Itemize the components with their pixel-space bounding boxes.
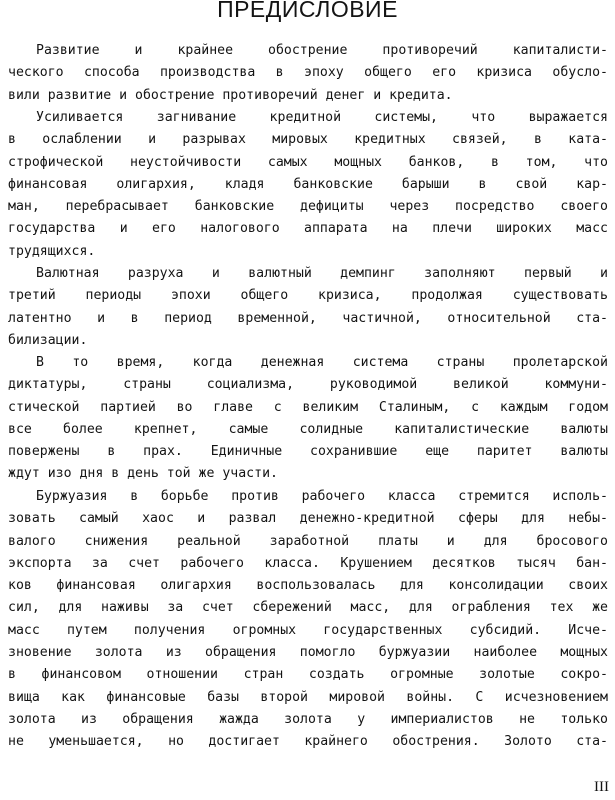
paragraph-line: масс путем получения огромных государственных субсидий. Исче- [8, 622, 608, 638]
paragraph-line: ман, перебрасывает банковские дефициты через посредство своего [8, 199, 608, 215]
paragraph-line: третий периоды эпохи общего кризиса, продолжая существовать [8, 288, 608, 304]
paragraph-line: В то время, когда денежная система страны пролетарской [36, 355, 608, 370]
paragraph-line: сил, для наживы за счет сбережений масс, для ограбления тех же [8, 600, 608, 616]
paragraph-line: Буржуазия в борьбе против рабочего класса стремится исполь- [36, 489, 608, 504]
paragraph-line: стической партией во главе с великим Сталиным, с каждым годом [8, 399, 608, 415]
paragraph-line: Валютная разруха и валютный демпинг заполняют первый и [36, 266, 608, 281]
paragraph-line: ческого способа производства в эпоху общего его кризиса обусло- [8, 65, 608, 81]
paragraph-line: билизации. [8, 332, 88, 348]
paragraph-line: все более крепнет, самые солидные капиталистические валюты [8, 421, 608, 437]
paragraph-1 [8, 40, 608, 107]
paragraph-4 [8, 352, 608, 486]
paragraph-5 [8, 486, 608, 754]
paragraph-line: вища как финансовые базы второй мировой войны. С исчезновением [8, 689, 608, 705]
paragraph-line: вили развитие и обострение противоречий денег и кредита. [8, 87, 453, 103]
page-number: III [594, 779, 609, 795]
paragraph-line: экспорта за счет рабочего класса. Крушением десятков тысяч бан- [8, 555, 608, 571]
paragraph-line: в финансовом отношении стран создать огромные золотые сокро- [8, 667, 608, 683]
paragraph-line: ждут изо дня в день той же участи. [8, 466, 278, 482]
paragraph-line: зовать самый хаос и развал денежно-кредитной сферы для небы- [8, 511, 608, 527]
paragraph-line: ков финансовая олигархия воспользовалась для консолидации своих [8, 578, 608, 594]
paragraph-line: Развитие и крайнее обострение противоречий капиталисти- [36, 43, 608, 58]
paragraph-line: трудящихся. [8, 243, 96, 259]
paragraph-line: зновение золота из обращения помогло буржуазии наиболее мощных [8, 645, 608, 661]
paragraph-line: финансовая олигархия, кладя банковские барыши в свой кар- [8, 176, 608, 192]
paragraph-line: Усиливается загнивание кредитной системы, что выражается [36, 110, 608, 125]
paragraph-line: не уменьшается, но достигает крайнего обострения. Золото ста- [8, 734, 608, 750]
paragraph-line: латентно и в период временной, частичной, относительной ста- [8, 310, 608, 326]
paragraph-line: диктатуры, страны социализма, руководимой великой коммуни- [8, 377, 608, 393]
paragraph-line: государства и его налогового аппарата на плечи широких масс [8, 221, 608, 237]
page-title: ПРЕДИСЛОВИЕ [217, 0, 398, 22]
paragraph-3 [8, 263, 608, 352]
paragraph-line: золота из обращения жажда золота у империалистов не только [8, 711, 608, 727]
paragraph-line: валого снижения реальной заработной платы и для бросового [8, 533, 608, 549]
paragraph-line: строфической неустойчивости самых мощных банков, в том, что [8, 154, 608, 170]
paragraph-line: в ослаблении и разрывах мировых кредитных связей, в ката- [8, 132, 608, 148]
paragraph-2 [8, 107, 608, 263]
paragraph-line: повержены в прах. Единичные сохранившие еще паритет валюты [8, 444, 608, 460]
